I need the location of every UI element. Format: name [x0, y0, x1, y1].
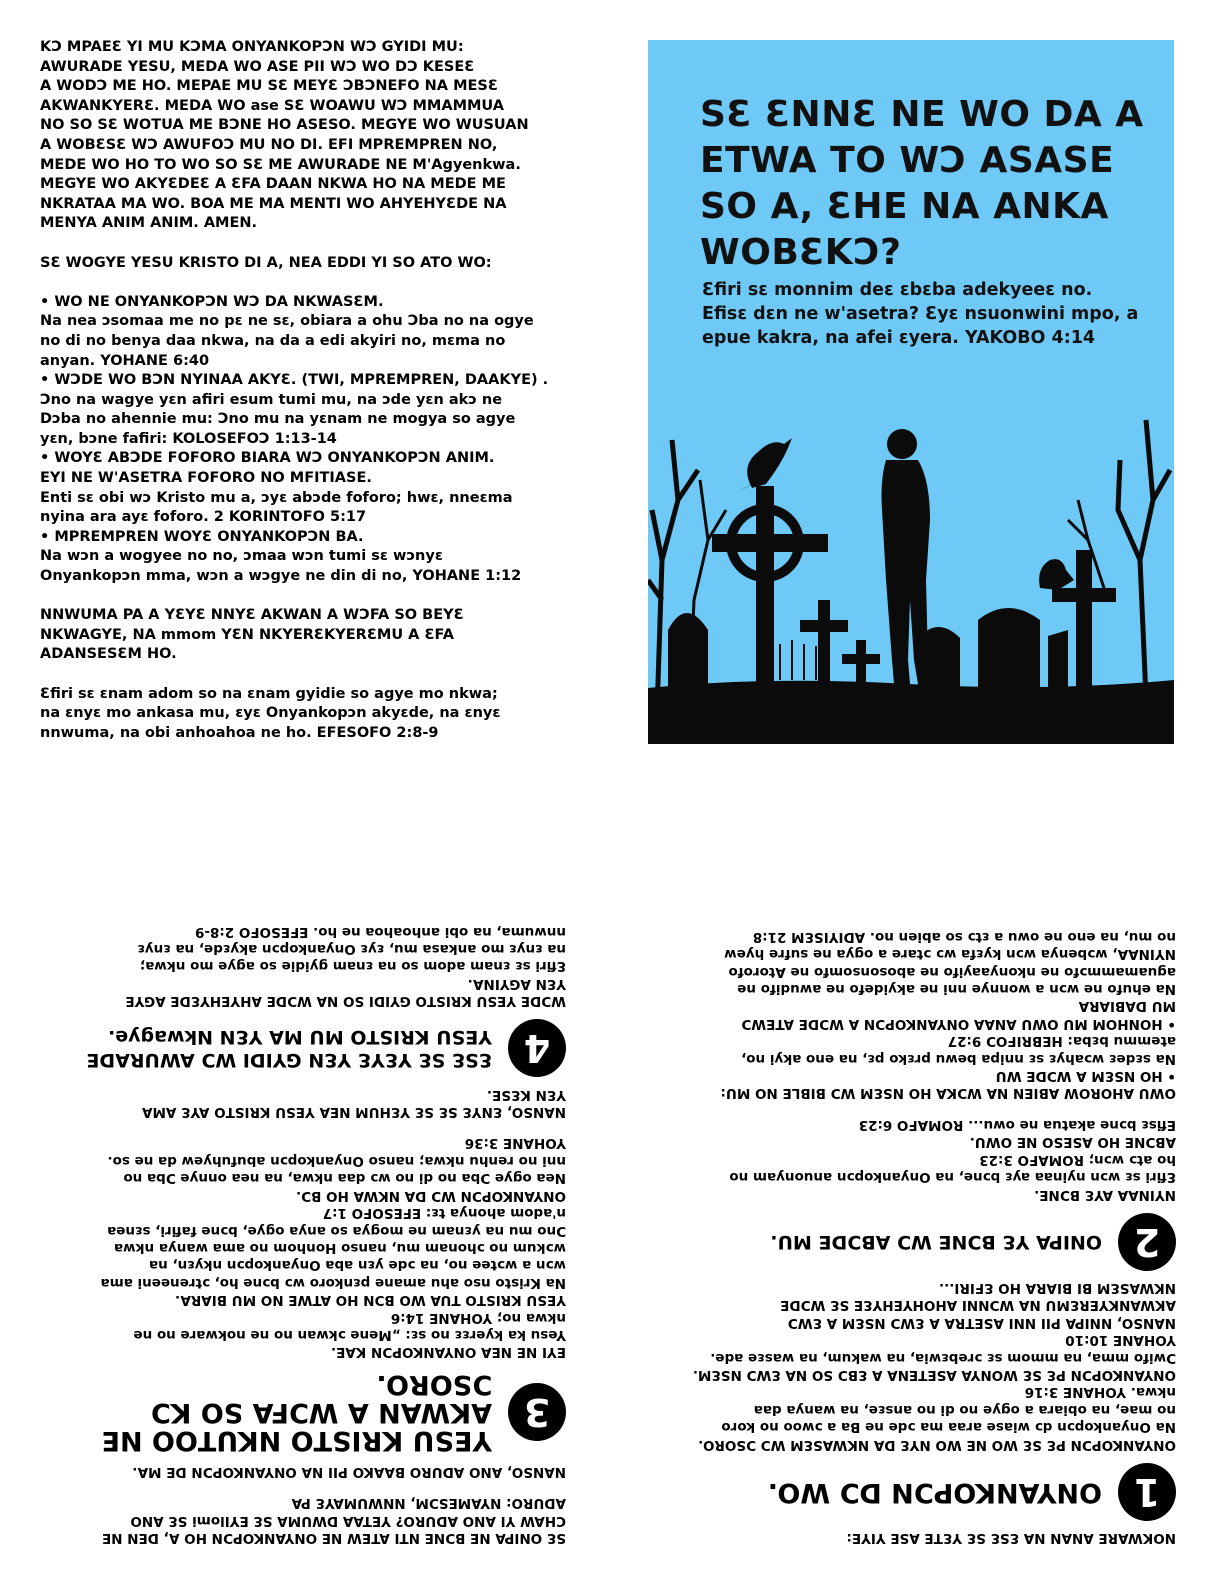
step-2-title: ONIPA YƐ BƆNE WƆ ABƆDE MU.	[770, 1231, 1102, 1254]
step-3-header	[38, 1369, 566, 1457]
remedy-intro-2: NANSO, ANO ADURO BAAKO PII NA ONYANKOPƆN DE MA.	[132, 1463, 566, 1480]
steps-1-2-panel	[636, 826, 1176, 1546]
step-4-badge: 4	[508, 1019, 566, 1077]
step-1-title: ONYANKOPƆN DƆ WO.	[767, 1476, 1102, 1508]
step-2-header	[636, 1213, 1176, 1271]
cover-title: SƐ ƐNNƐ NE WO DA A ETWA TO WƆ ASASE SO A, ƐHE NA ANKA WOBƐKƆ?	[700, 94, 1144, 273]
step-1-header	[636, 1463, 1176, 1521]
step-3-end: NANSO, ƐNYƐ SƐ SƐ YƐHUM NEA YESU KRISTO AYƐ AMA YƐN KƐSE.	[142, 1086, 566, 1121]
believe-body: • WO NE ONYANKOPƆN WƆ DA NKWASƐM. Na nea ɔsomaa me no pɛ ne sɛ, obiara a ohu Ɔba no na ogye no di no benya daa nkwa, na da a edi akyiri no, mɛma no anyan. YOHANE 6:40 • WƆDE WO BƆN NYINAA AKYƐ. (TWI, MPREMPREN, DAAKYE) . Ɔno na wagye yɛn afiri esum tumi mu, na ɔde yɛn akɔ ne Dɔba no ahennie mu: Ɔno mu na yɛnam ne mogya so agye yɛn, bɔne fafiri: KOLOSEFOƆ 1:13-14 • WOYƐ ABƆDE FOFORO BIARA WƆ ONYANKOPƆN ANIM. EYI NE W'ASETRA FOFORO NO MFITIASE. Enti sɛ obi wɔ Kristo mu a, ɔyɛ abɔde foforo; hwɛ, nneɛma nyina ara ayɛ foforo. 2 KORINTOFO 5:17 • MPREMPREN WOYƐ ONYANKOPƆN BA. Na wɔn a wogyee no no, ɔmaa wɔn tumi sɛ wɔnyɛ Onyankopɔn mma, wɔn a wɔgye ne din di no, YOHANE 1:12	[40, 293, 549, 585]
prayer-text: KƆ MPAEƐ YI MU KƆMA ONYANKOPƆN WƆ GYIDI MU: AWURADE YESU, MEDA WO ASE PII WƆ WO DƆ KESEƐ A WODƆ ME HO. MEPAE MU SƐ MEYƐ ƆBƆNEFO NA MESƐ AKWANKYERƐ. MEDA WO ase SƐ WOAWU WƆ MMAMMUA NO SO SƐ WOTUA ME BƆNE HO ASESO. MEGYE WO WUSUAN A WOBƐSƐ WƆ AWUFOƆ MU NO DI. EFI MPREMPREN NO, MEDE WO HO TO WO SO SƐ ME AWURADE NE M'Agyenkwa. MEGYE WO AKYƐDEƐ A ƐFA DAAN NKWA HO NA MEDE ME NKRATAA MA WO. BOA ME MA MENTI WO AHYEHYƐDE NA MENYA ANIM ANIM. AMEN.	[40, 39, 529, 232]
step-3-badge: 3	[508, 1383, 566, 1441]
steps-3-4-panel	[38, 826, 566, 1546]
works-body: Ɛfiri sɛ ɛnam adom so na ɛnam gyidie so agye mo nkwa; na ɛnyɛ mo ankasa mu, ɛyɛ Onyankopɔn akyɛde, na ɛnyɛ nnwuma, na obi anhoahoa ne ho. EFESOFO 2:8-9	[40, 685, 501, 741]
step-2-body: NYINAA AYƐ BƆNE. Ɛfiri sɛ wɔn nyinaa ayɛ bɔne, na Onyankopɔn anuonyam no ho atɔ wɔn; ROMAFO 3:23 ABƆNE HO ASESO NE OWU. Efisɛ bɔne akatua ne owu... ROMAFO 6:23	[729, 1116, 1176, 1203]
step-3-body: EYI NE NEA ONYANKOPƆN KAE. Yesu ka kyerɛɛ no sɛ: „Mene ɔkwan no ne nokware no ne nkwa no; YOHANE 14:6 YESU KRISTO TUA WO BƆN HO ATWE NO MU BIARA. Na Kristo nso ahu amane pɛnkoro wɔ bɔne ho, ɔtreneeni ama wɔn a wɔtee no, na ɔde yɛn aba Onyankopɔn nkyɛn, na wɔkum no ɔhonam mu, nanso Honhom no ama wanya nkwa Ɔno mu na yɛnam ne mogya so anya ogye, bɔne fafiri, sɛnea n'adom ahonya tɛ: EFESOFO 1:7 ONYANKOPƆN WƆ DA NKWA HO BƆ. Nea ogye Ɔba no di no wɔ daa nkwa, na nea onnye Ɔba no nni no renhu nkwa; nanso Onyankopɔn abufuhyew da ne so. YOHANE 3:36	[100, 1135, 566, 1361]
step-4-body: WƆDE YESU KRISTO GYIDI SO NA WƆDE AHYEHYƐDE AGYE YƐN AGYINA. Ɛfiri sɛ ɛnam adom so na ɛnam gyidie so agye mo nkwa; na ɛnyɛ mo ankasa mu, ɛyɛ Onyankopɔn akyɛde, na ɛnyɛ nnwuma, na obi anhoahoa ne ho. EFESOFO 2:8-9	[125, 923, 566, 1010]
step-3-title: YESU KRISTO NKUTOO NE AKWAN A WƆFA SO KƆ ƆSORO.	[101, 1369, 492, 1457]
step-2-badge: 2	[1118, 1213, 1176, 1271]
truths-intro: NOKWARE ANAN NA ƐSƐ SƐ YƐTE ASE YIYE:	[846, 1530, 1176, 1546]
remedy-intro: SƐ ONIPA NE BƆNE NTI ATEW NE ONYANKOPƆN HO A, DEN NE CHAW YI ANO ADURO? YETAA DWUMA SƐ EYIlomi SƐ ANO ADURO: NYAMESƆM, NNWUMAYƐ PA	[101, 1495, 566, 1546]
step-4-title: ƐSƐ SƐ YƐYƐ YƐN GYIDI WƆ AWURADE YESU KRISTO MU MA YƐN Nkwagye.	[86, 1026, 492, 1072]
cover-verse: Ɛfiri sɛ monnim deɛ ɛbɛba adekyeeɛ no. Efisɛ dɛn ne w'asetra? Ɛyɛ nsuonwini mpo, a epue kakra, na afei ɛyera. YAKOBO 4:14	[702, 280, 1139, 348]
tract-cover	[648, 40, 1174, 744]
works-heading: NNWUMA PA A YƐYƐ NNYƐ AKWAN A WƆFA SO BEYƐ NKWAGYE, NA mmom YƐN NKYERƐKYERƐMU A ƐFA ADANSESƐM HO.	[40, 607, 464, 663]
believe-heading: SƐ WOGYE YESU KRISTO DI A, NEA EDDI YI SO ATO WO:	[40, 254, 492, 271]
step-1-body: ONYANKOPƆN PƐ SƐ WO NE WO NYƐ DA NKWASƐM WƆ ƆSORO. Na Onyankopɔn dɔ wiase araa ma ɔde ne Ba a ɔwoo no koro no mae, na obiara a ogye no di no ansɛe, na wanya daa nkwa. YOHANE 3:16 ONYANKOPƆN PƐ SƐ WONYA ASETENA A ƐBƆ SO NA ƐWƆ NSƐM. Ɔwifo mma, na mmom sɛ ɔrebɛwia, na wakum, na wasɛe ade. YOHANE 10:10 NANSO, NNIPA PII NNI ASETRA A ƐWƆ NSƐM A ƐWƆ AKWANKYERƐMU NA WƆNNI AHOHYEHYƐE SƐ WƆDE NKWASƐM BI BIARA HO ƐFIRI...	[692, 1279, 1176, 1453]
step-4-header	[38, 1019, 566, 1077]
step-2-more: OWU AHOROW ABIEN NA WƆKA HO NSƐM WƆ BIBLE NO MU: • HO NSƐM A WƆDE WU Na sɛdeɛ wɔahyɛ sɛ nnipa bewu prɛko pɛ, na eno akyi no, atemmu bɛba: HEBRIFOƆ 9:27 • HONHOM MU OWU ANAA ONYANKOPƆN A WƆDE ATEWƆ MU DABIARA Na ehufo ne wɔn a wonnye nni ne akyidefo ne awudifo ne aguamammɔfo ne nkonyaayifo ne abosonsomfo ne Atorofo NYINAA, wɔbenya wɔn kyɛfa wɔ ɔtare a ogya ne sufre hyew no mu, na eno ne owu a ɛtɔ so abien no. ADIYISƐM 21:8	[720, 928, 1176, 1102]
salvation-text-panel	[40, 38, 600, 743]
step-1-badge: 1	[1118, 1463, 1176, 1521]
